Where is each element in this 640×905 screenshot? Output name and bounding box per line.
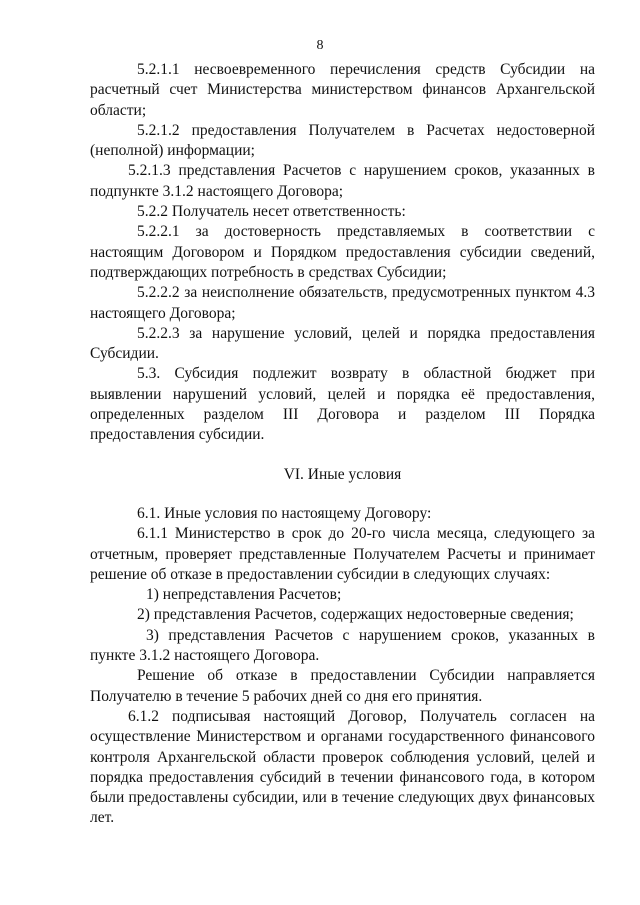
paragraph-refusal-decision: Решение об отказе в предоставлении Субсидии направляется Получателю в течение 5 рабочих дней со дня его принятия. <box>90 667 595 705</box>
paragraph-5-2-1-1: 5.2.1.1 несвоевременного перечисления средств Субсидии на расчетный счет Министерства министерством финансов Архангельской области; <box>90 61 595 119</box>
paragraph-6-1-2: 6.1.2 подписывая настоящий Договор, Получатель согласен на осуществление Министерством и органами государственного финансового контроля Архангельской области проверок соблюдения условий, целей и порядка предоставления субсидий в течении финансового года, в котором были предоставлены субсидии, или в течение следующих двух финансовых лет. <box>90 707 595 827</box>
paragraph-5-2-1-3: 5.2.1.3 представления Расчетов с нарушением сроков, указанных в подпункте 3.1.2 настоящего Договора; <box>90 162 595 200</box>
paragraph-5-3: 5.3. Субсидия подлежит возврату в областной бюджет при выявлении нарушений условий, целей и порядка её предоставления, определенных разделом III Договора и разделом III Порядка предоставления субсидии. <box>90 365 595 444</box>
list-item-2: 2) представления Расчетов, содержащих недостоверные сведения; <box>137 606 574 624</box>
section-heading: VI. Иные условия <box>283 465 402 483</box>
paragraph-5-2-2-1: 5.2.2.1 за достоверность представляемых в соответствии с настоящим Договором и Порядком предоставления субсидии сведений, подтверждающих потребность в средствах Субсидии; <box>90 223 595 281</box>
paragraph-5-2-2-2: 5.2.2.2 за неисполнение обязательств, предусмотренных пунктом 4.3 настоящего Договора; <box>90 284 595 322</box>
paragraph-6-1-1: 6.1.1 Министерство в срок до 20-го числа месяца, следующего за отчетным, проверяет представленные Получателем Расчеты и принимает решение об отказе в предоставлении субсидии в следующих случаях: <box>90 525 595 583</box>
list-item-3: 3) представления Расчетов с нарушением сроков, указанных в пункте 3.1.2 настоящего Договора. <box>90 626 595 665</box>
document-body <box>90 60 595 829</box>
paragraph-5-2-2: 5.2.2 Получатель несет ответственность: <box>137 203 406 221</box>
list-item-1: 1) непредставления Расчетов; <box>146 586 342 604</box>
page-number: 8 <box>316 38 324 53</box>
paragraph-5-2-1-2: 5.2.1.2 предоставления Получателем в Расчетах недостоверной (неполной) информации; <box>90 121 595 160</box>
paragraph-5-2-2-3: 5.2.2.3 за нарушение условий, целей и порядка предоставления Субсидии. <box>90 324 595 363</box>
paragraph-6-1: 6.1. Иные условия по настоящему Договору: <box>137 504 432 522</box>
